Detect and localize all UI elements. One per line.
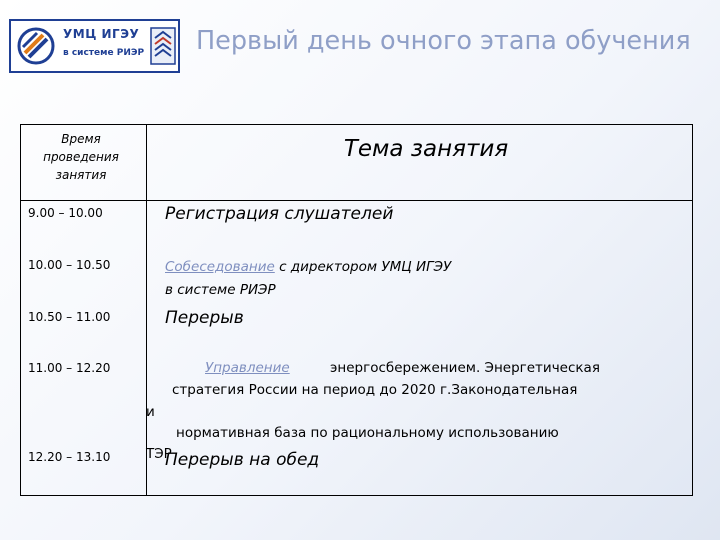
- topic-text: нормативная база по рациональному использованию: [176, 425, 559, 441]
- topic-link[interactable]: Управление: [205, 360, 290, 376]
- row-topic: Регистрация слушателей: [165, 204, 394, 224]
- topic-text-line2: в системе РИЭР: [165, 282, 276, 298]
- page-title: Первый день очного этапа обучения: [196, 26, 691, 56]
- umc-emblem-icon: [17, 27, 55, 65]
- topic-text: и: [146, 404, 155, 420]
- header-time: Время проведения занятия: [43, 132, 119, 182]
- header-topic: Тема занятия: [343, 136, 509, 162]
- riep-emblem-icon: [149, 26, 177, 66]
- row-time: 10.50 – 11.00: [28, 310, 111, 324]
- header-divider: [21, 200, 693, 201]
- row-topic: Перерыв на обед: [165, 450, 320, 470]
- topic-text: ТЭР: [146, 446, 172, 462]
- topic-text: с директором УМЦ ИГЭУ: [274, 259, 452, 275]
- column-divider: [146, 125, 147, 496]
- row-time: 10.00 – 10.50: [28, 258, 111, 272]
- row-time: 11.00 – 12.20: [28, 361, 111, 375]
- topic-link[interactable]: Собеседование: [165, 259, 275, 275]
- row-time: 12.20 – 13.10: [28, 450, 111, 464]
- row-time: 9.00 – 10.00: [28, 206, 103, 220]
- row-topic: [165, 256, 451, 302]
- umc-logo: [9, 19, 180, 73]
- topic-text: энергосбережением. Энергетическая: [330, 360, 600, 376]
- row-topic: Перерыв: [165, 308, 244, 328]
- logo-subtitle: в системе РИЭР: [63, 48, 145, 58]
- logo-title: УМЦ ИГЭУ: [63, 27, 140, 41]
- topic-text: стратегия России на период до 2020 г.Законодательная: [172, 382, 578, 398]
